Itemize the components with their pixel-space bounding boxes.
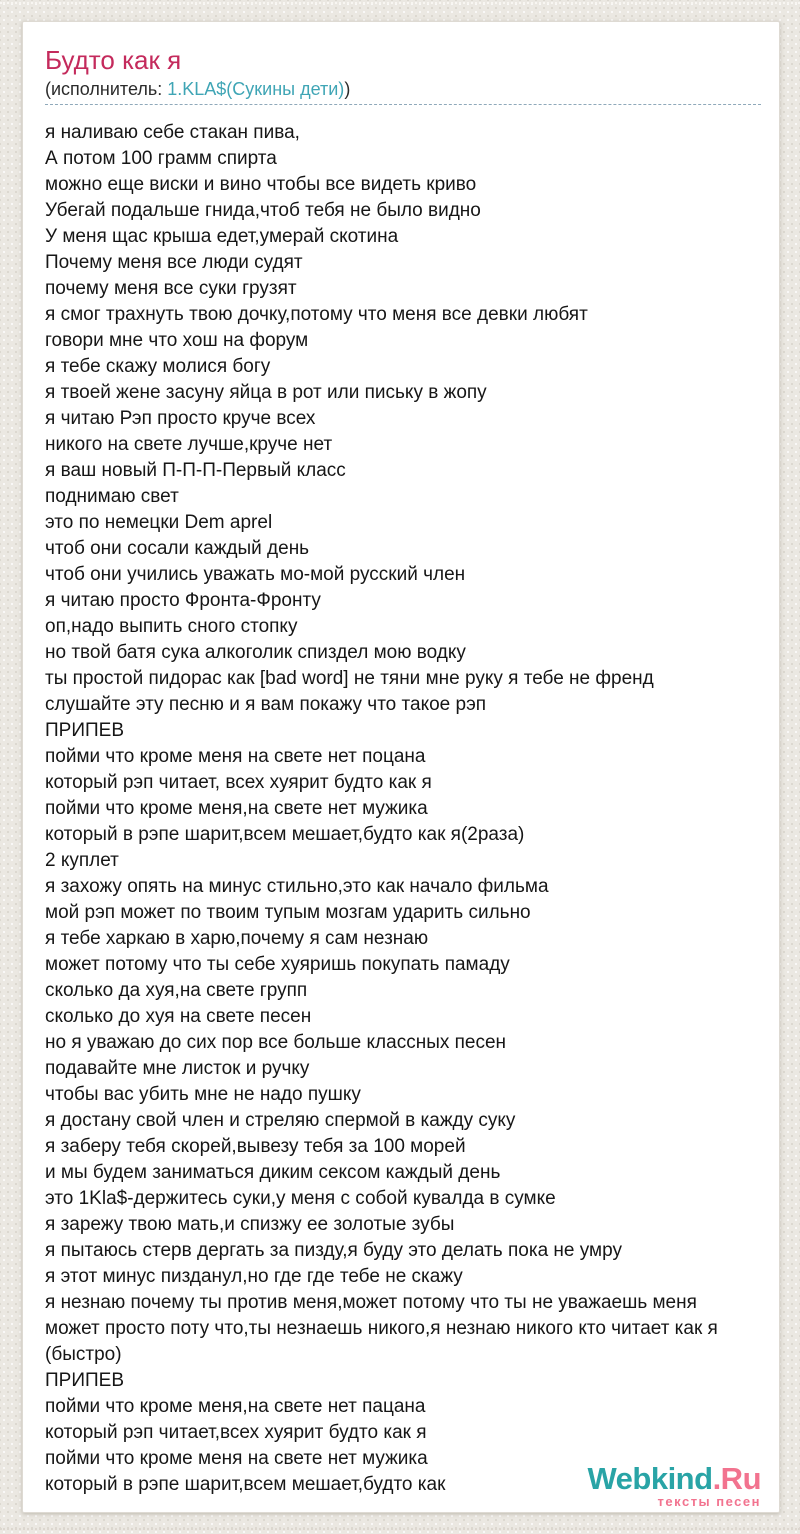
lyric-line: который рэп читает, всех хуярит будто как я [45,772,432,793]
lyric-line: говори мне что хош на форум [45,330,309,351]
artist-label: (исполнитель: [45,79,163,99]
lyric-line: я твоей жене засуну яйца в рот или письку в жопу [45,382,487,403]
lyric-line: пойми что кроме меня на свете нет мужика [45,1448,428,1469]
lyric-line: мой рэп может по твоим тупым мозгам ударить сильно [45,902,531,923]
artist-label-suffix: ) [344,79,351,99]
lyric-line: никого на свете лучше,круче нет [45,434,333,455]
lyric-line: чтоб они сосали каждый день [45,538,310,559]
lyric-line: я захожу опять на минус стильно,это как начало фильма [45,876,549,897]
lyric-line: я читаю просто Фронта-Фронту [45,590,321,611]
lyric-line: может потому что ты себе хуяришь покупать памаду [45,954,510,975]
lyric-line: я смог трахнуть твою дочку,потому что меня все девки любят [45,304,588,325]
lyric-line: Почему меня все люди судят [45,252,303,273]
logo-tagline: тексты песен [657,1494,761,1509]
background-stitch-top [0,2,800,4]
lyric-line: я пытаюсь стерв дергать за пизду,я буду это делать пока не умру [45,1240,622,1261]
lyric-line: может просто поту что,ты незнаешь никого,я незнаю никого кто читает как я [45,1318,718,1339]
lyric-line: оп,надо выпить сного стопку [45,616,298,637]
lyric-line: я зарежу твою мать,и спизжу ее золотые зубы [45,1214,455,1235]
lyric-line: сколько до хуя на свете песен [45,1006,312,1027]
site-logo[interactable] [587,1463,761,1508]
lyric-line: ПРИПЕВ [45,1370,124,1391]
lyric-line: (быстро) [45,1344,122,1365]
logo-ru-text: .Ru [712,1461,761,1496]
lyric-line: я незнаю почему ты против меня,может потому что ты не уважаешь меня [45,1292,697,1313]
lyric-line: поднимаю свет [45,486,179,507]
lyric-line: я заберу тебя скорей,вывезу тебя за 100 морей [45,1136,466,1157]
lyric-line: почему меня все суки грузят [45,278,297,299]
site-logo-wordmark [587,1463,761,1494]
lyric-line: который в рэпе шарит,всем мешает,будто как я(2раза) [45,824,525,845]
lyric-line: пойми что кроме меня,на свете нет пацана [45,1396,426,1417]
lyrics-text [45,120,761,1498]
background-stitch-bottom [0,1528,800,1530]
lyric-line: А потом 100 грамм спирта [45,148,277,169]
lyric-line: можно еще виски и вино чтобы все видеть криво [45,174,477,195]
lyric-line: чтобы вас убить мне не надо пушку [45,1084,361,1105]
lyric-line: я читаю Рэп просто круче всех [45,408,316,429]
lyric-line: У меня щас крыша едет,умерай скотина [45,226,399,247]
lyric-line: и мы будем заниматься диким сексом каждый день [45,1162,501,1183]
lyric-line: пойми что кроме меня,на свете нет мужика [45,798,428,819]
lyric-line: пойми что кроме меня на свете нет поцана [45,746,426,767]
lyric-line: но твой батя сука алкоголик спиздел мою водку [45,642,466,663]
logo-webkind-text: Webkind [587,1461,713,1496]
lyric-line: чтоб они учились уважать мо-мой русский член [45,564,466,585]
lyric-line: это по немецки Dem aprel [45,512,273,533]
lyric-line: подавайте мне листок и ручку [45,1058,310,1079]
lyric-line: который рэп читает,всех хуярит будто как я [45,1422,427,1443]
song-title: Будто как я [45,45,182,75]
song-header [45,46,761,105]
lyric-line: ПРИПЕВ [45,720,124,741]
lyric-line: который в рэпе шарит,всем мешает,будто как [45,1474,446,1495]
lyric-line: я наливаю себе стакан пива, [45,122,300,143]
lyrics-card [22,21,780,1513]
lyric-line: слушайте эту песню и я вам покажу что такое рэп [45,694,487,715]
lyric-line: я достану свой член и стреляю спермой в кажду суку [45,1110,516,1131]
lyric-line: я этот минус пизданул,но где где тебе не скажу [45,1266,463,1287]
lyric-line: сколько да хуя,на свете групп [45,980,308,1001]
lyric-line: Убегай подальше гнида,чтоб тебя не было видно [45,200,481,221]
lyric-line: я тебе харкаю в харю,почему я сам незнаю [45,928,429,949]
song-subtitle [45,79,761,99]
lyric-line: это 1Kla$-держитесь суки,у меня с собой кувалда в сумке [45,1188,556,1209]
lyric-line: ты простой пидорас как [bad word] не тяни мне руку я тебе не френд [45,668,654,689]
lyric-line: 2 куплет [45,850,119,871]
artist-link[interactable]: 1.KLA$(Сукины дети) [167,79,345,99]
lyric-line: я ваш новый П-П-П-Первый класс [45,460,346,481]
lyric-line: но я уважаю до сих пор все больше классных песен [45,1032,507,1053]
lyric-line: я тебе скажу молися богу [45,356,271,377]
